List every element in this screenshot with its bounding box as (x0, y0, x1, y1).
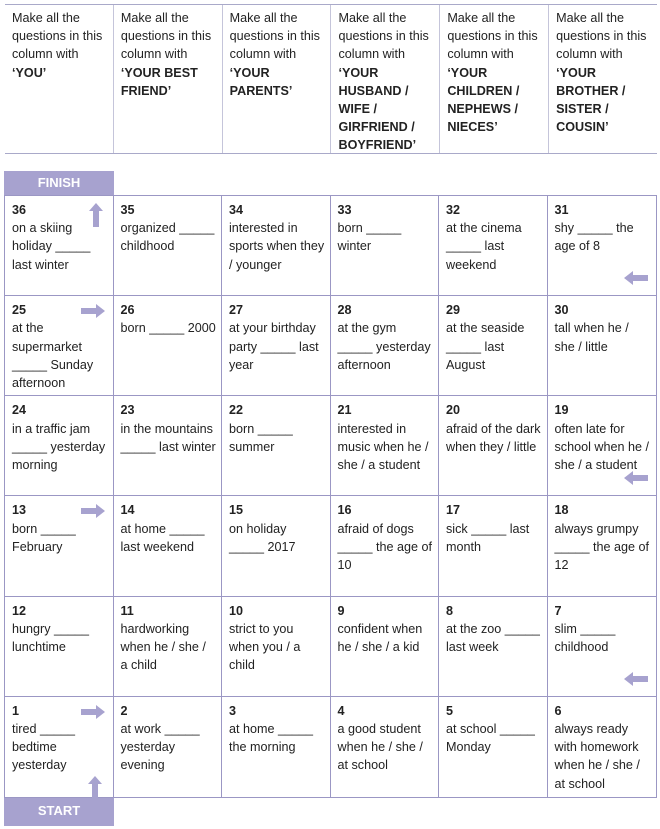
square-number: 13 (12, 503, 27, 518)
square-prompt: organized _____ childhood (120, 221, 215, 254)
board-square (114, 196, 223, 296)
square-prompt: at the cinema _____ last weekend (446, 221, 522, 272)
board-square (548, 196, 657, 296)
board-square (5, 296, 114, 396)
board-square (114, 296, 223, 396)
square-prompt: always ready with homework when he / she / at school (554, 722, 640, 791)
square-number: 34 (229, 203, 244, 217)
square-prompt: at your birthday party _____ last year (229, 321, 319, 372)
square-prompt: at home _____ last weekend (120, 521, 205, 554)
start-label: START (4, 798, 114, 826)
board-square (439, 196, 548, 296)
square-number: 21 (337, 403, 352, 418)
square-number: 14 (120, 503, 135, 518)
arrow-right-icon (81, 504, 105, 518)
board-square (331, 296, 440, 396)
instruction-subject: ‘YOUR HUSBAND / WIFE / GIRFRIEND / BOYFRIEND’ (338, 65, 417, 153)
square-prompt: hardworking when he / she / a child (120, 621, 206, 673)
square-prompt: interested in music when he / she / a student (337, 421, 429, 472)
board-square (222, 697, 331, 797)
instruction-text: Make all the questions in this column with (120, 11, 212, 62)
square-prompt: born _____ winter (337, 221, 402, 254)
square-number: 27 (229, 303, 244, 318)
square-prompt: at the supermarket _____ Sunday afternoon (12, 321, 94, 390)
arrow-left-icon (624, 271, 648, 285)
square-prompt: strict to you when you / a child (229, 621, 301, 673)
square-prompt: always grumpy _____ the age of 12 (554, 521, 650, 573)
arrow-right-icon (81, 705, 105, 719)
column-instruction (331, 5, 440, 153)
square-prompt: a good student when he / she / at school (337, 722, 423, 773)
square-number: 1 (12, 703, 20, 718)
square-prompt: born _____ 2000 (120, 321, 216, 336)
board-square (5, 396, 114, 496)
board-square (439, 697, 548, 797)
instruction-subject: ‘YOUR PARENTS’ (229, 65, 293, 98)
square-prompt: on holiday _____ 2017 (229, 521, 296, 554)
arrow-right-icon (81, 304, 105, 318)
instruction-subject: ‘YOUR BROTHER / SISTER / COUSIN’ (556, 65, 626, 135)
board-square (548, 597, 657, 697)
square-number: 25 (12, 303, 27, 318)
board-square (439, 597, 548, 697)
board-square (222, 597, 331, 697)
square-number: 6 (554, 703, 562, 718)
square-prompt: afraid of the dark when they / little (446, 421, 541, 454)
square-number: 18 (554, 503, 569, 518)
column-instruction (549, 5, 657, 153)
square-prompt: slim _____ childhood (554, 621, 616, 655)
square-number: 15 (229, 503, 244, 518)
square-number: 33 (337, 203, 352, 217)
square-number: 10 (229, 603, 244, 618)
board-square (331, 597, 440, 697)
board-square (331, 196, 440, 296)
square-number: 35 (120, 203, 135, 217)
instruction-subject: ‘YOUR CHILDREN / NEPHEWS / NIECES’ (447, 65, 520, 135)
square-prompt: in the mountains _____ last winter (120, 421, 216, 454)
square-prompt: at the gym _____ yesterday afternoon (337, 321, 431, 372)
square-prompt: born _____ summer (229, 421, 293, 454)
column-instruction (5, 5, 114, 153)
square-number: 12 (12, 603, 27, 618)
square-number: 36 (12, 203, 27, 217)
square-number: 7 (554, 603, 562, 618)
instruction-subject: ‘YOU’ (12, 65, 47, 80)
board-square (331, 396, 440, 496)
board-square (222, 196, 331, 296)
column-instruction (440, 5, 549, 153)
board-square (222, 296, 331, 396)
board-square (331, 697, 440, 797)
instruction-text: Make all the questions in this column with (229, 11, 320, 62)
board-square (331, 496, 440, 596)
square-number: 22 (229, 403, 244, 418)
board-square (114, 697, 223, 797)
board-square (548, 697, 657, 797)
square-prompt: at home _____ the morning (229, 722, 314, 755)
square-prompt: on a skiing holiday _____ last winter (12, 221, 91, 272)
instruction-text: Make all the questions in this column with (338, 11, 429, 62)
board-square (548, 296, 657, 396)
square-number: 26 (120, 303, 135, 318)
square-number: 29 (446, 303, 461, 318)
column-instruction (223, 5, 332, 153)
square-number: 23 (120, 403, 135, 418)
board-square (114, 496, 223, 596)
square-number: 28 (337, 303, 352, 318)
finish-label: FINISH (4, 171, 114, 195)
start-arrow-up-icon (88, 776, 102, 800)
instruction-text: Make all the questions in this column with (556, 11, 647, 62)
square-number: 32 (446, 203, 461, 217)
square-number: 11 (120, 603, 134, 618)
board-square (114, 597, 223, 697)
square-number: 31 (554, 203, 569, 217)
square-number: 5 (446, 703, 454, 718)
arrow-left-icon (624, 672, 648, 686)
square-number: 30 (554, 303, 569, 318)
square-number: 8 (446, 603, 454, 618)
column-instruction (114, 5, 223, 153)
square-number: 2 (120, 703, 128, 718)
board-square (5, 196, 114, 296)
square-prompt: tired _____ bedtime yesterday (12, 722, 76, 773)
square-prompt: at the zoo _____ last week (446, 621, 540, 655)
square-prompt: shy _____ the age of 8 (554, 221, 634, 254)
square-prompt: at work _____ yesterday evening (120, 722, 200, 773)
square-prompt: sick _____ last month (446, 521, 530, 554)
board-square (439, 496, 548, 596)
board-square (548, 496, 657, 596)
instruction-text: Make all the questions in this column with (447, 11, 538, 62)
board-square (222, 496, 331, 596)
instruction-subject: ‘YOUR BEST FRIEND’ (120, 65, 198, 98)
square-number: 9 (337, 603, 345, 618)
instruction-text: Make all the questions in this column with (12, 11, 103, 62)
board-square (114, 396, 223, 496)
board-square (548, 396, 657, 496)
square-number: 4 (337, 703, 345, 718)
square-number: 16 (337, 503, 352, 518)
board-square (5, 597, 114, 697)
square-prompt: interested in sports when they / younger (229, 221, 325, 272)
square-number: 3 (229, 703, 237, 718)
square-prompt: at school _____ Monday (446, 722, 535, 755)
square-prompt: tall when he / she / little (554, 321, 629, 354)
square-prompt: hungry _____ lunchtime (12, 621, 90, 655)
square-number: 19 (554, 403, 569, 418)
arrow-left-icon (624, 471, 648, 485)
square-prompt: confident when he / she / a kid (337, 621, 423, 655)
board-square (439, 396, 548, 496)
square-number: 17 (446, 503, 461, 518)
square-number: 20 (446, 403, 461, 418)
square-prompt: in a traffic jam _____ yesterday morning (12, 421, 106, 472)
board-square (5, 496, 114, 596)
square-prompt: afraid of dogs _____ the age of 10 (337, 521, 433, 573)
column-instructions-header (5, 4, 657, 154)
board-square (222, 396, 331, 496)
square-prompt: often late for school when he / she / a student (554, 421, 650, 472)
square-prompt: born _____ February (12, 521, 76, 554)
board-game-grid (4, 195, 657, 798)
square-prompt: at the seaside _____ last August (446, 321, 525, 372)
board-square (439, 296, 548, 396)
square-number: 24 (12, 403, 27, 418)
arrow-up-icon (89, 203, 103, 227)
